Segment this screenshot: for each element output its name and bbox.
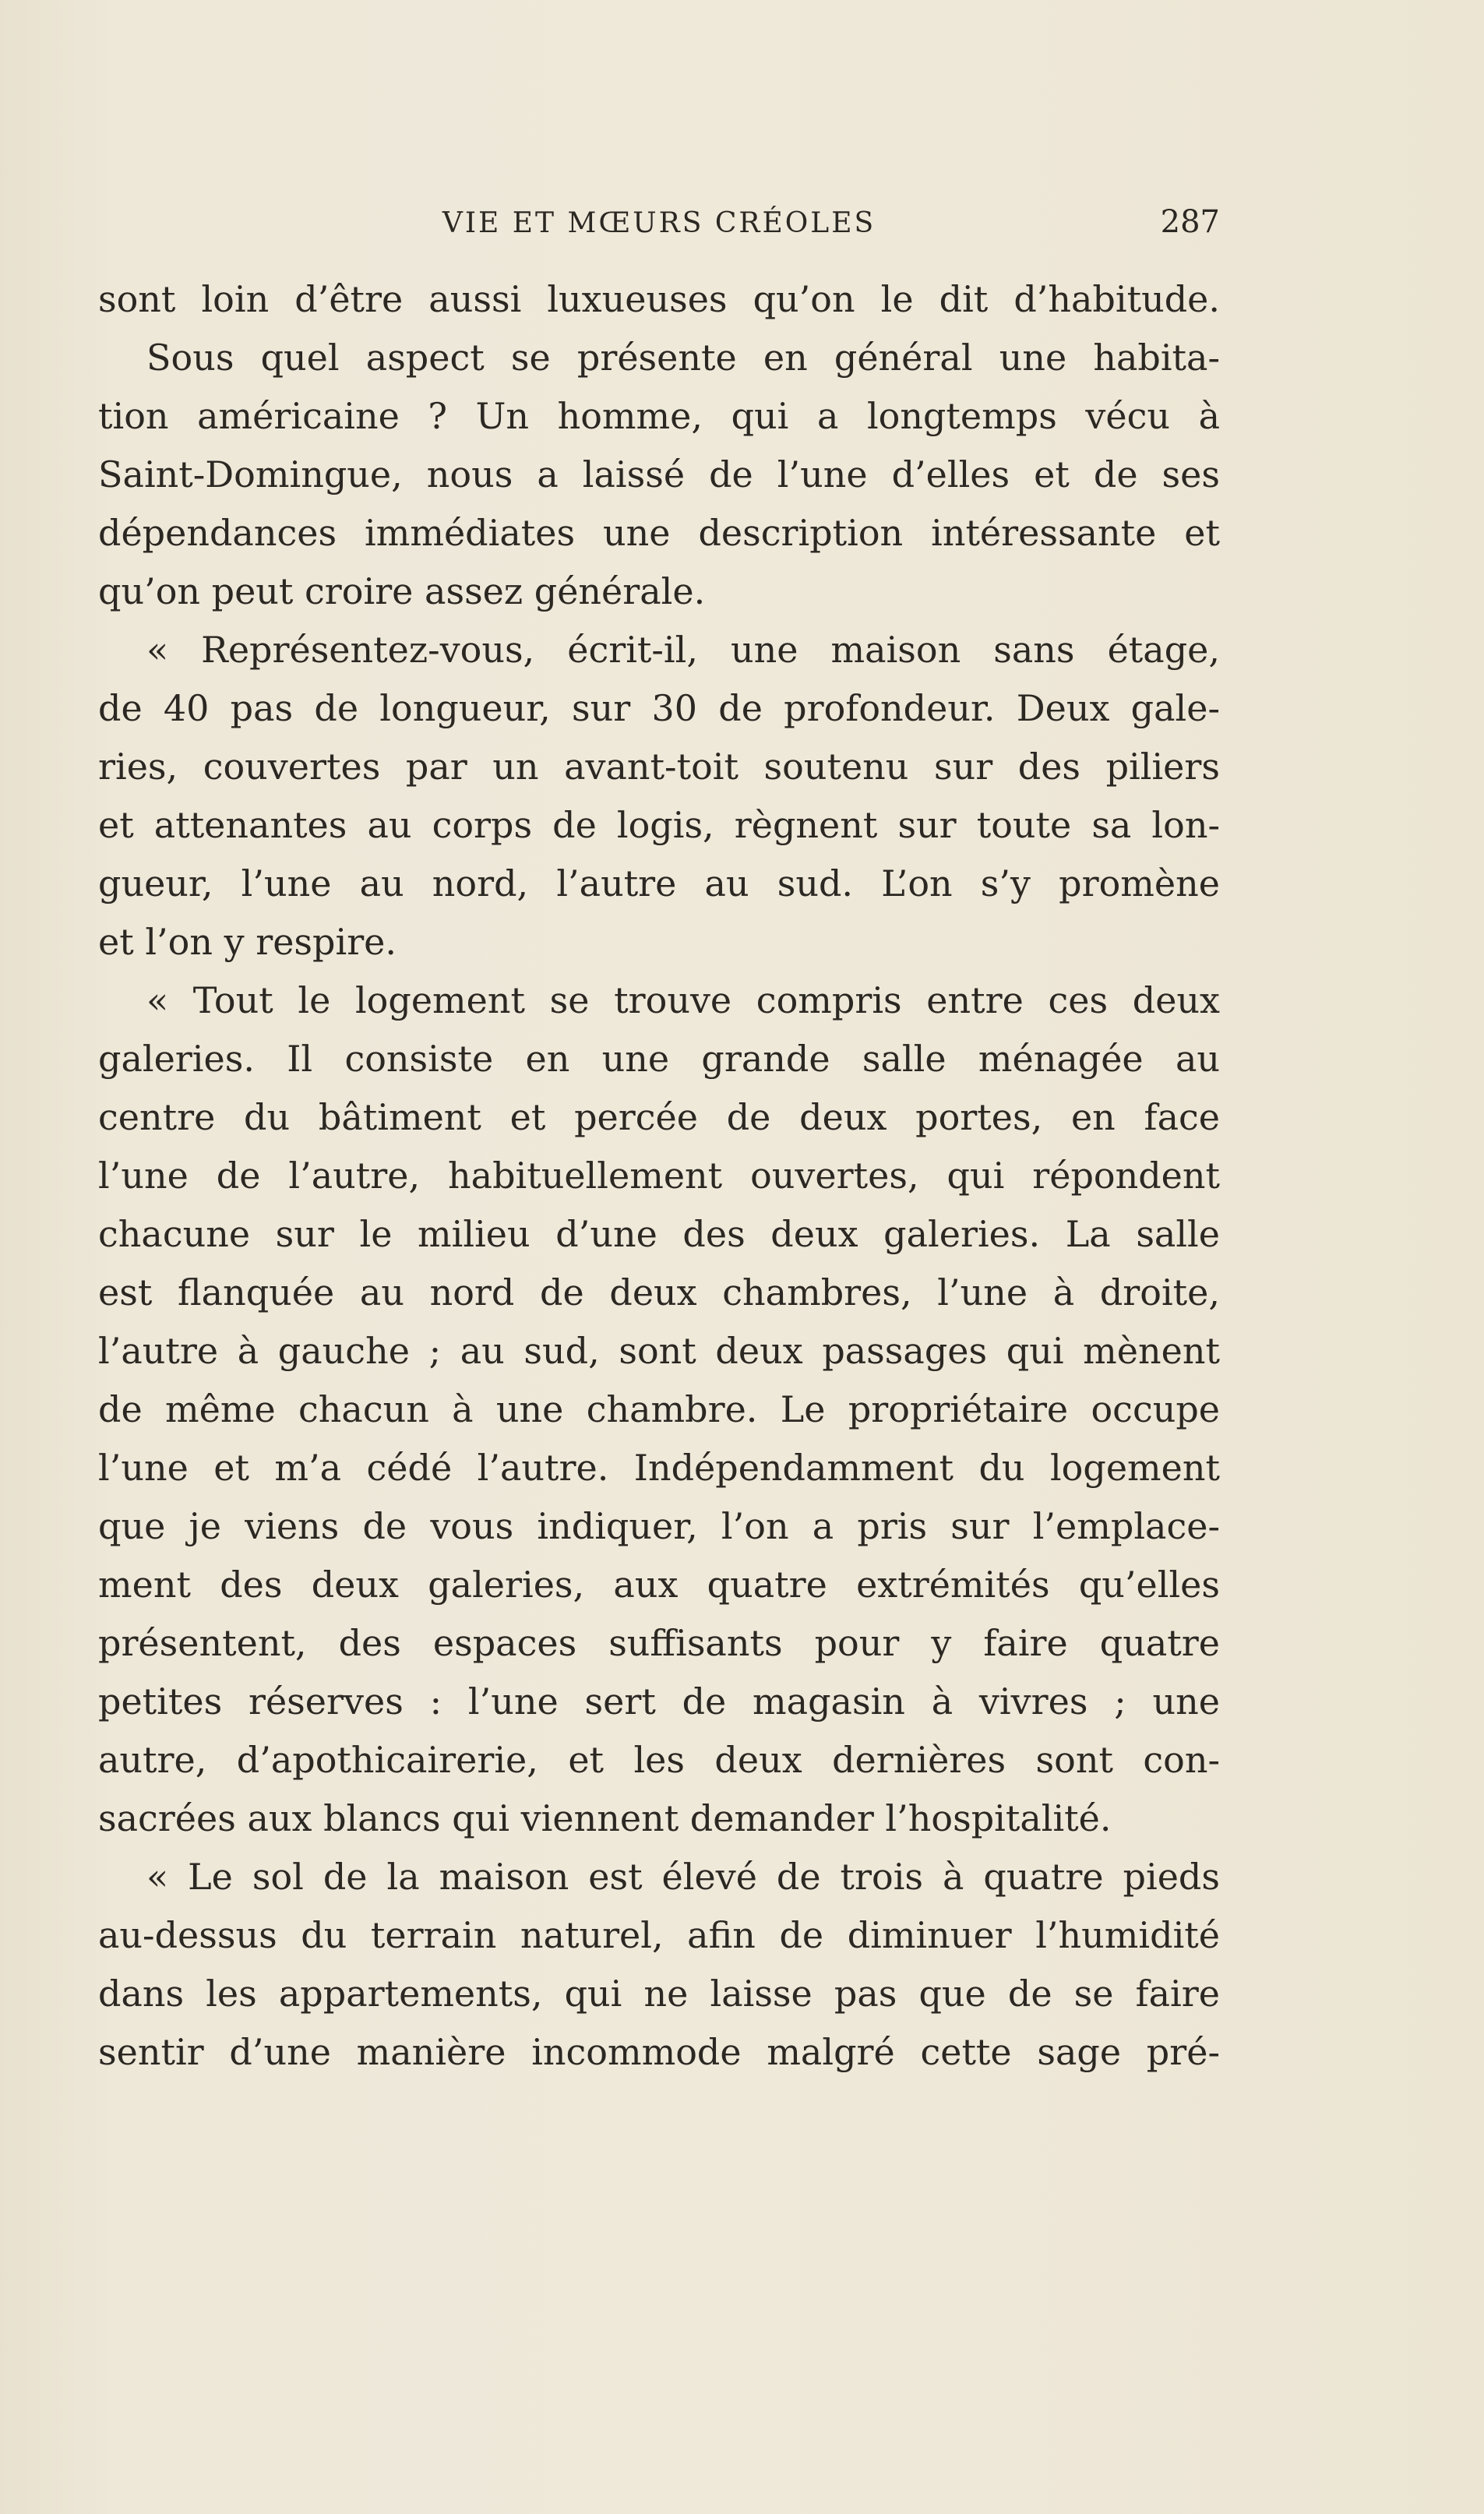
text-line: galeries. Il consiste en une grande salle ménagée au	[98, 1038, 1220, 1080]
text-line: ment des deux galeries, aux quatre extrémités qu’elles	[98, 1564, 1220, 1606]
text-line: dans les appartements, qui ne laisse pas que de se faire	[98, 1973, 1220, 2015]
text-line: chacune sur le milieu d’une des deux galeries. La salle	[98, 1213, 1220, 1255]
text-line: sont loin d’être aussi luxueuses qu’on le dit d’habitude.	[98, 278, 1220, 320]
page-number: 287	[1160, 204, 1220, 240]
text-line: au-dessus du terrain naturel, afin de diminuer l’humidité	[98, 1914, 1220, 1956]
text-line: tion américaine ? Un homme, qui a longtemps vécu à	[98, 395, 1220, 437]
text-line: et l’on y respire.	[98, 921, 397, 963]
running-title: VIE ET MŒURS CRÉOLES	[442, 207, 876, 239]
text-line: autre, d’apothicairerie, et les deux dernières sont con-	[98, 1739, 1220, 1781]
text-line: présentent, des espaces suffisants pour y faire quatre	[98, 1622, 1220, 1664]
text-line: que je viens de vous indiquer, l’on a pris sur l’emplace-	[98, 1505, 1220, 1547]
text-line: « Tout le logement se trouve compris entre ces deux	[146, 979, 1220, 1021]
text-line: gueur, l’une au nord, l’autre au sud. L’on s’y promène	[98, 862, 1220, 904]
text-line: l’autre à gauche ; au sud, sont deux passages qui mènent	[98, 1330, 1220, 1372]
text-line: centre du bâtiment et percée de deux portes, en face	[98, 1096, 1220, 1138]
text-line: dépendances immédiates une description intéressante et	[98, 512, 1220, 554]
text-line: Saint-Domingue, nous a laissé de l’une d’elles et de ses	[98, 453, 1220, 495]
text-line: l’une et m’a cédé l’autre. Indépendamment du logement	[98, 1447, 1220, 1489]
text-line: est flanquée au nord de deux chambres, l’une à droite,	[98, 1271, 1220, 1313]
text-line: sacrées aux blancs qui viennent demander l’hospitalité.	[98, 1797, 1112, 1839]
text-line: « Le sol de la maison est élevé de trois à quatre pieds	[146, 1856, 1220, 1898]
text-line: de 40 pas de longueur, sur 30 de profondeur. Deux gale-	[98, 687, 1220, 729]
text-line: l’une de l’autre, habituellement ouvertes, qui répondent	[98, 1155, 1220, 1197]
text-line: sentir d’une manière incommode malgré cette sage pré-	[98, 2031, 1220, 2073]
text-line: et attenantes au corps de logis, règnent sur toute sa lon-	[98, 804, 1220, 846]
text-line: « Représentez-vous, écrit-il, une maison sans étage,	[146, 629, 1220, 671]
text-line: qu’on peut croire assez générale.	[98, 570, 706, 612]
text-line: Sous quel aspect se présente en général une habita-	[146, 337, 1220, 379]
text-line: de même chacun à une chambre. Le propriétaire occupe	[98, 1388, 1220, 1430]
text-line: ries, couvertes par un avant-toit soutenu sur des piliers	[98, 746, 1220, 788]
text-line: petites réserves : l’une sert de magasin à vivres ; une	[98, 1680, 1220, 1722]
body-text	[98, 270, 1220, 2082]
page-header	[98, 204, 1220, 251]
